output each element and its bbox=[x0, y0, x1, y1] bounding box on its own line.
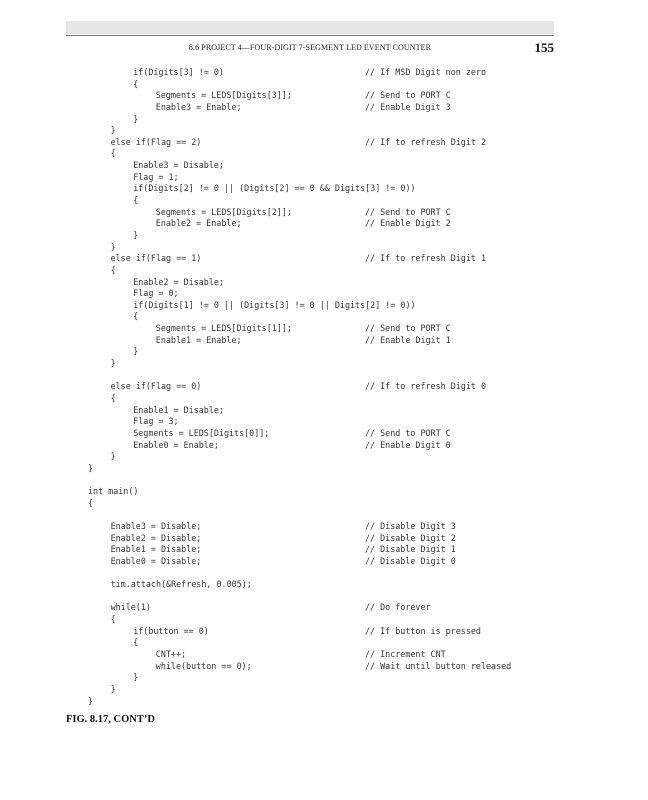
code-text: int main() bbox=[88, 486, 139, 497]
code-comment: // Increment CNT bbox=[365, 649, 446, 660]
code-line bbox=[88, 288, 548, 300]
code-line bbox=[88, 509, 548, 521]
code-comment: // Enable Digit 1 bbox=[365, 334, 451, 345]
code-text: if(Digits[1] != 0 || (Digits[3] != 0 || Digits[2] != 0)) bbox=[133, 299, 416, 310]
code-text: Segments = LEDS[Digits[3]]; bbox=[155, 90, 292, 101]
code-line bbox=[88, 637, 548, 649]
code-line bbox=[88, 207, 548, 219]
code-line bbox=[88, 556, 548, 568]
code-text: } bbox=[133, 672, 139, 683]
code-text: if(Digits[2] != 0 || (Digits[2] == 0 && Digits[3] != 0)) bbox=[133, 183, 416, 194]
code-comment: // Enable Digit 0 bbox=[365, 439, 451, 450]
code-comment: // Send to PORT C bbox=[365, 206, 451, 217]
code-text: Enable0 = Enable; bbox=[133, 439, 219, 450]
code-line bbox=[88, 684, 548, 696]
code-text: Segments = LEDS[Digits[2]]; bbox=[155, 206, 292, 217]
code-comment: // Disable Digit 2 bbox=[365, 532, 456, 543]
code-line bbox=[88, 533, 548, 545]
code-line bbox=[88, 358, 548, 370]
code-line bbox=[88, 277, 548, 289]
code-line bbox=[88, 114, 548, 126]
code-comment: // Wait until button released bbox=[365, 660, 512, 671]
code-text: else if(Flag == 1) bbox=[110, 253, 202, 264]
code-line bbox=[88, 463, 548, 475]
code-text: { bbox=[133, 311, 139, 322]
code-line bbox=[88, 661, 548, 673]
code-line bbox=[88, 242, 548, 254]
code-text: Enable3 = Enable; bbox=[155, 101, 242, 112]
code-line bbox=[88, 626, 548, 638]
code-comment: // Disable Digit 1 bbox=[365, 544, 456, 555]
code-comment: // Disable Digit 0 bbox=[365, 555, 456, 566]
code-line bbox=[88, 440, 548, 452]
code-line bbox=[88, 521, 548, 533]
code-comment: // If button is pressed bbox=[365, 625, 481, 636]
section-title: 8.6 PROJECT 4—FOUR-DIGIT 7-SEGMENT LED EVENT COUNTER bbox=[188, 43, 432, 52]
code-text: } bbox=[133, 346, 139, 357]
code-text: tim.attach(&Refresh, 0.005); bbox=[110, 579, 252, 590]
code-line bbox=[88, 370, 548, 382]
code-line bbox=[88, 311, 548, 323]
code-line bbox=[88, 568, 548, 580]
code-line bbox=[88, 67, 548, 79]
code-line bbox=[88, 323, 548, 335]
code-line bbox=[88, 498, 548, 510]
code-line bbox=[88, 696, 548, 708]
code-line bbox=[88, 486, 548, 498]
code-line bbox=[88, 300, 548, 312]
code-text: Segments = LEDS[Digits[1]]; bbox=[155, 323, 292, 334]
code-text: } bbox=[133, 229, 139, 240]
code-text: CNT++; bbox=[155, 649, 187, 660]
code-text: Enable3 = Disable; bbox=[133, 160, 224, 171]
code-comment: // Send to PORT C bbox=[365, 90, 451, 101]
code-text: { bbox=[110, 614, 116, 625]
code-line bbox=[88, 160, 548, 172]
figure-caption: FIG. 8.17, CONT’D bbox=[66, 714, 155, 725]
code-text: } bbox=[133, 113, 139, 124]
code-text: while(button == 0); bbox=[155, 660, 252, 671]
code-text: while(1) bbox=[110, 602, 151, 613]
code-line bbox=[88, 614, 548, 626]
code-text: else if(Flag == 2) bbox=[110, 136, 202, 147]
page-number: 155 bbox=[534, 40, 554, 55]
code-line bbox=[88, 335, 548, 347]
code-text: if(Digits[3] != 0) bbox=[133, 67, 224, 77]
code-listing bbox=[88, 67, 548, 707]
code-text: } bbox=[88, 695, 94, 706]
code-text: } bbox=[110, 451, 116, 462]
code-line bbox=[88, 172, 548, 184]
code-line bbox=[88, 265, 548, 277]
code-line bbox=[88, 381, 548, 393]
header-rule bbox=[66, 35, 554, 36]
code-line bbox=[88, 544, 548, 556]
code-comment: // Send to PORT C bbox=[365, 323, 451, 334]
code-line bbox=[88, 195, 548, 207]
code-line bbox=[88, 90, 548, 102]
code-comment: // If to refresh Digit 2 bbox=[365, 136, 487, 147]
code-text: { bbox=[88, 497, 94, 508]
code-line bbox=[88, 649, 548, 661]
code-text: Enable1 = Disable; bbox=[133, 404, 224, 415]
code-comment: // Disable Digit 3 bbox=[365, 520, 456, 531]
code-line bbox=[88, 405, 548, 417]
running-head bbox=[66, 40, 554, 56]
code-line bbox=[88, 346, 548, 358]
code-text: Enable2 = Disable; bbox=[110, 532, 202, 543]
code-text: { bbox=[133, 637, 139, 648]
code-line bbox=[88, 79, 548, 91]
code-text: Enable0 = Disable; bbox=[110, 555, 202, 566]
code-text: Segments = LEDS[Digits[0]]; bbox=[133, 427, 270, 438]
code-text: { bbox=[110, 392, 116, 403]
code-line bbox=[88, 451, 548, 463]
code-text: if(button == 0) bbox=[133, 625, 209, 636]
code-text: Enable2 = Enable; bbox=[155, 218, 242, 229]
code-text: } bbox=[110, 125, 116, 136]
code-comment: // Enable Digit 3 bbox=[365, 101, 451, 112]
code-line bbox=[88, 102, 548, 114]
code-text: Enable1 = Disable; bbox=[110, 544, 202, 555]
code-line bbox=[88, 474, 548, 486]
code-text: { bbox=[133, 195, 139, 206]
code-comment: // If to refresh Digit 0 bbox=[365, 381, 487, 392]
code-text: Enable1 = Enable; bbox=[155, 334, 242, 345]
code-text: { bbox=[133, 78, 139, 89]
code-comment: // Enable Digit 2 bbox=[365, 218, 451, 229]
code-line bbox=[88, 416, 548, 428]
code-text: } bbox=[88, 462, 94, 473]
code-text: Enable2 = Disable; bbox=[133, 276, 224, 287]
code-comment: // Do forever bbox=[365, 602, 431, 613]
code-line bbox=[88, 393, 548, 405]
code-line bbox=[88, 125, 548, 137]
code-line bbox=[88, 137, 548, 149]
code-comment: // If MSD Digit non zero bbox=[365, 67, 487, 77]
code-line bbox=[88, 579, 548, 591]
code-line bbox=[88, 183, 548, 195]
code-text: Flag = 3; bbox=[133, 416, 179, 427]
code-line bbox=[88, 672, 548, 684]
code-line bbox=[88, 148, 548, 160]
code-line bbox=[88, 230, 548, 242]
code-line bbox=[88, 218, 548, 230]
code-text: else if(Flag == 0) bbox=[110, 381, 202, 392]
code-text: } bbox=[110, 241, 116, 252]
code-text: } bbox=[110, 683, 116, 694]
code-line bbox=[88, 428, 548, 440]
code-text: Enable3 = Disable; bbox=[110, 520, 202, 531]
code-text: Flag = 0; bbox=[133, 288, 179, 299]
code-line bbox=[88, 253, 548, 265]
code-text: } bbox=[110, 358, 116, 369]
code-text: Flag = 1; bbox=[133, 171, 179, 182]
code-comment: // Send to PORT C bbox=[365, 427, 451, 438]
code-line bbox=[88, 591, 548, 603]
code-line bbox=[88, 602, 548, 614]
code-text: { bbox=[110, 148, 116, 159]
page-top-band bbox=[66, 21, 554, 34]
code-comment: // If to refresh Digit 1 bbox=[365, 253, 487, 264]
code-text: { bbox=[110, 264, 116, 275]
